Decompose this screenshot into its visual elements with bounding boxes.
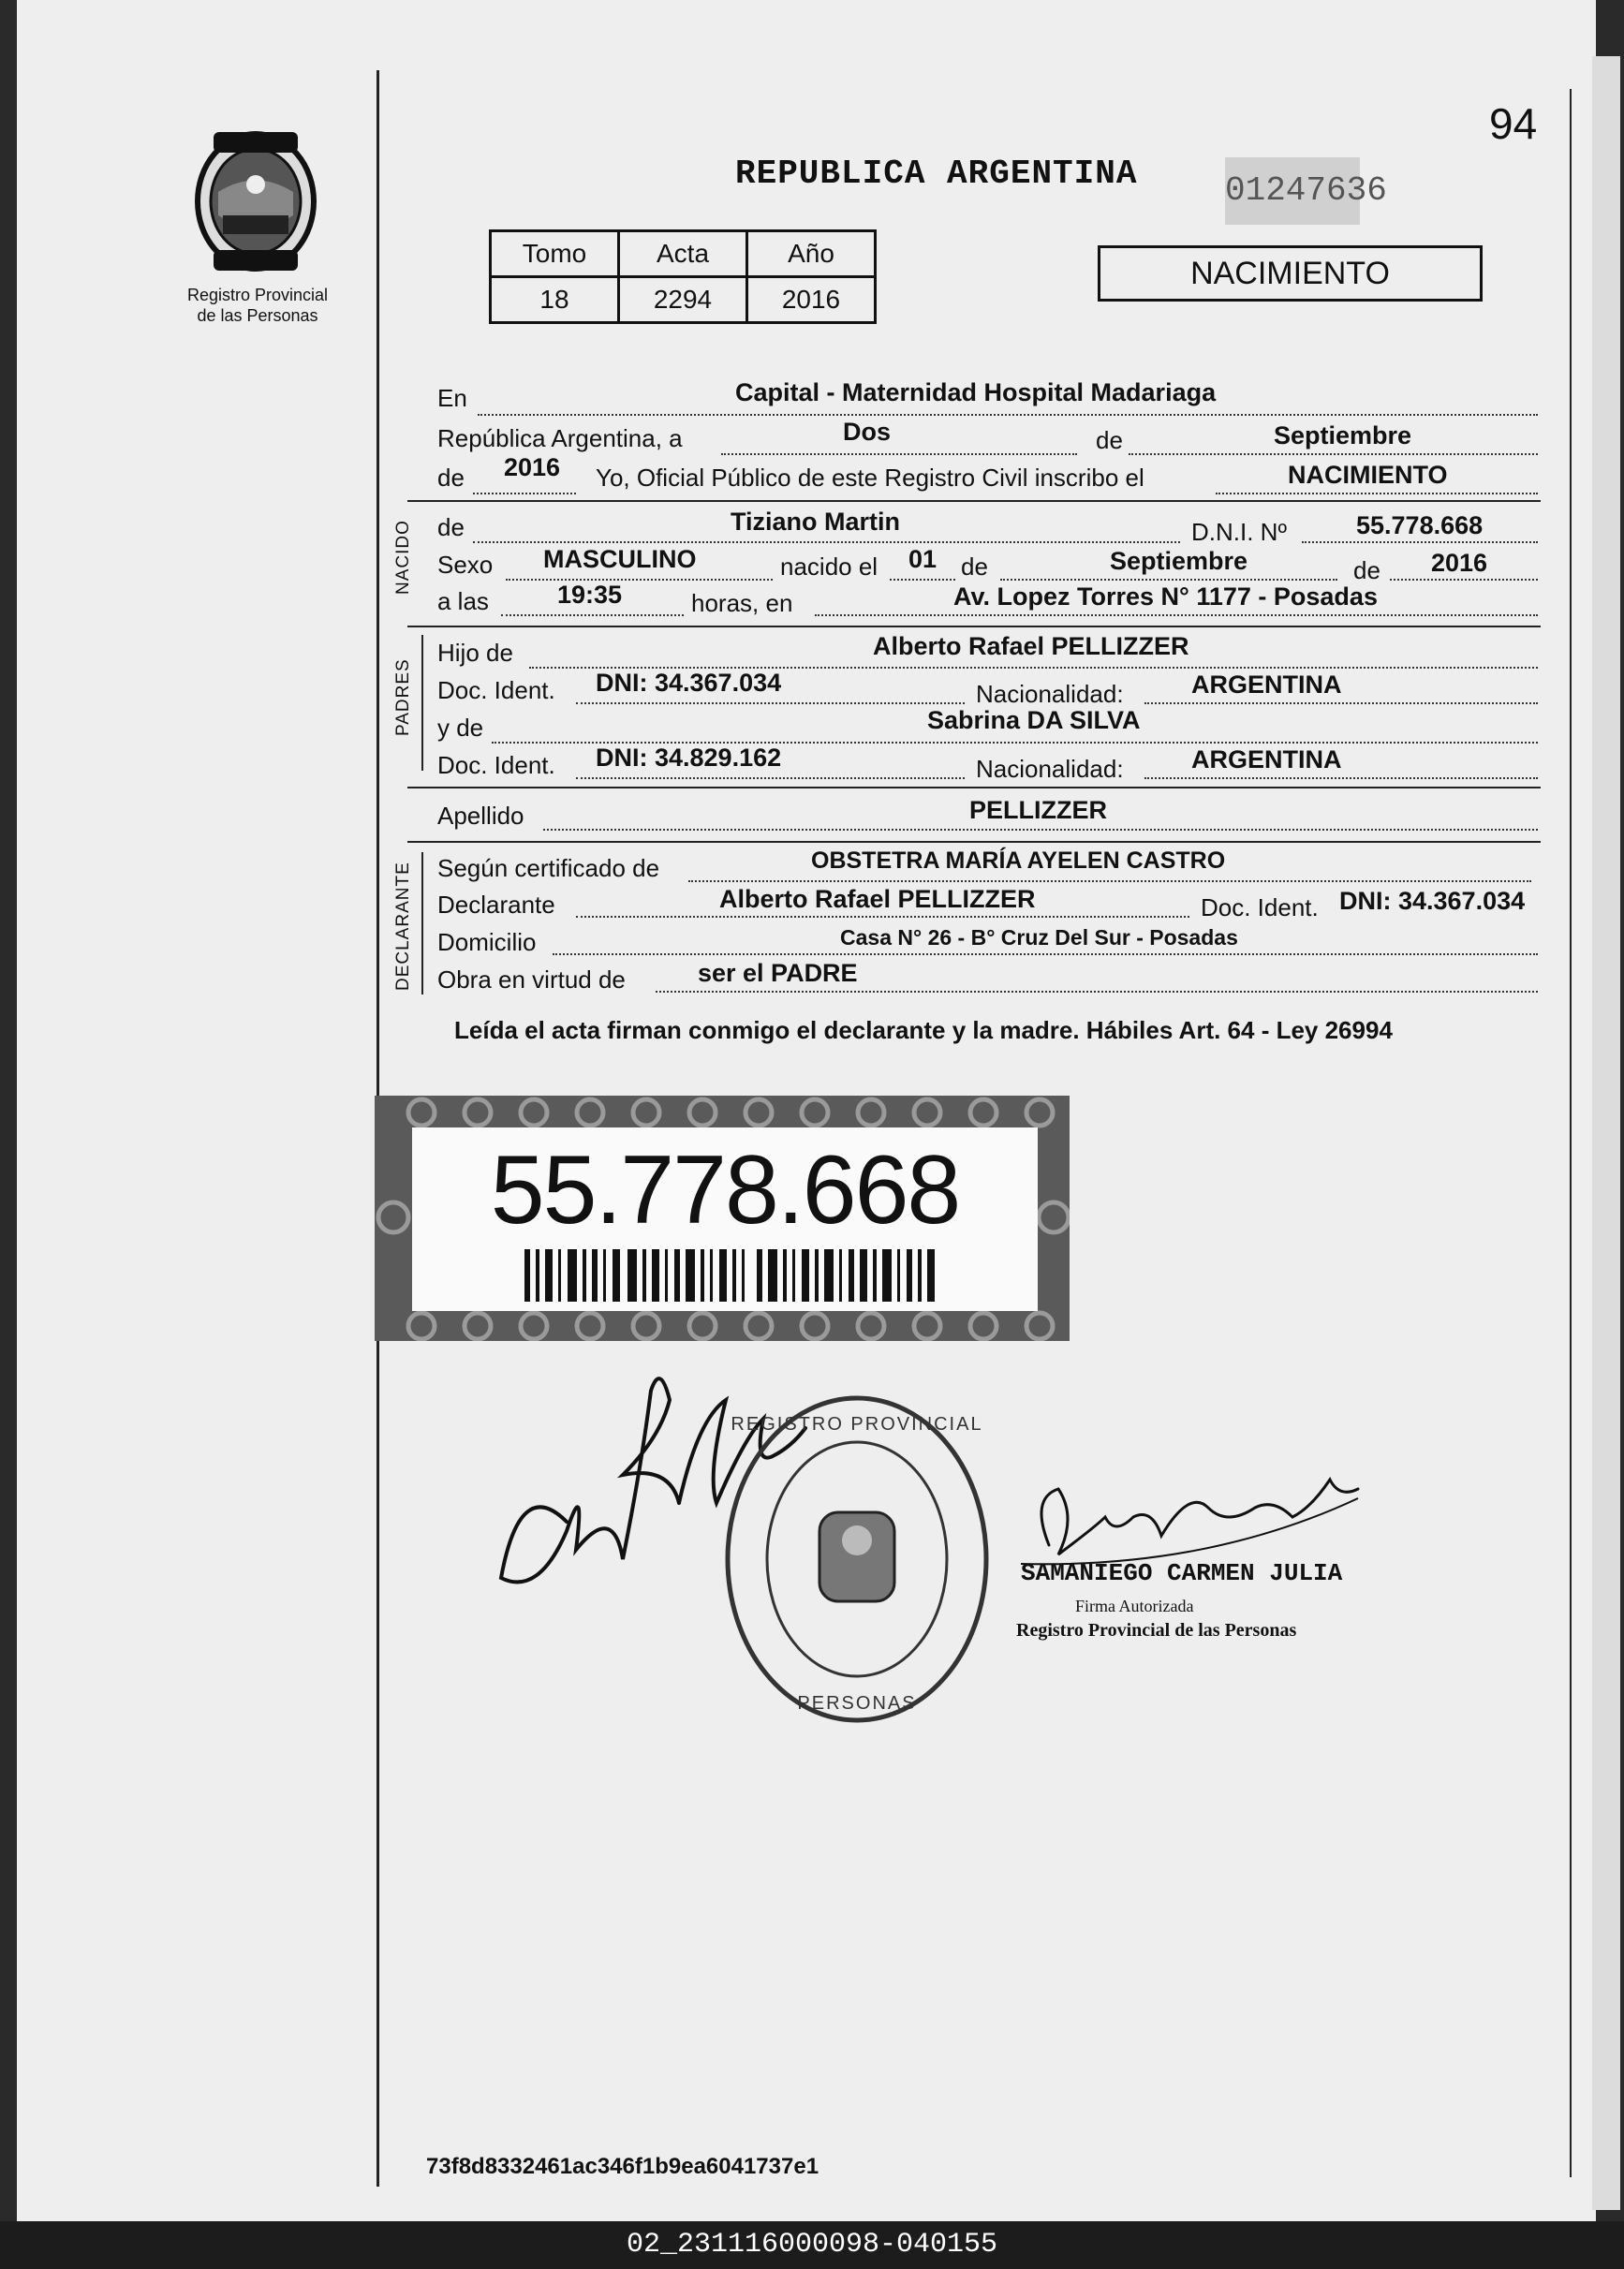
label-father-doc: Doc. Ident. bbox=[437, 676, 555, 704]
document-type-box: NACIMIENTO bbox=[1098, 245, 1483, 302]
dotted-line bbox=[553, 953, 1538, 955]
table-header-acta: Acta bbox=[619, 231, 747, 277]
label-declarant-doc: Doc. Ident. bbox=[1201, 893, 1319, 921]
declarant-address: Casa N° 26 - B° Cruz Del Sur - Posadas bbox=[840, 925, 1238, 950]
svg-text:PERSONAS: PERSONAS bbox=[797, 1693, 917, 1714]
barcode-number: 55.778.668 bbox=[490, 1136, 960, 1245]
label-mother-doc: Doc. Ident. bbox=[437, 751, 555, 779]
dotted-line bbox=[890, 579, 955, 581]
label-apellido: Apellido bbox=[437, 802, 524, 830]
label-dni: D.N.I. Nº bbox=[1191, 518, 1287, 546]
table-header-ano: Año bbox=[747, 231, 876, 277]
label-de-birth-year: de bbox=[1353, 556, 1380, 584]
document-hash: 73f8d8332461ac346f1b9ea6041737e1 bbox=[426, 2154, 819, 2179]
label-en: En bbox=[437, 384, 467, 412]
child-sex: MASCULINO bbox=[543, 545, 697, 573]
dotted-line bbox=[1144, 777, 1538, 779]
table-value-tomo: 18 bbox=[491, 277, 619, 323]
label-domicilio: Domicilio bbox=[437, 928, 537, 956]
label-de-name: de bbox=[437, 513, 465, 541]
label-certificado: Según certificado de bbox=[437, 854, 660, 882]
surname: PELLIZZER bbox=[969, 796, 1107, 824]
dotted-line bbox=[473, 493, 576, 494]
dotted-line bbox=[576, 777, 965, 779]
father-name: Alberto Rafael PELLIZZER bbox=[873, 632, 1189, 660]
dotted-line bbox=[1216, 493, 1538, 494]
section-divider bbox=[407, 626, 1541, 627]
mother-nationality: ARGENTINA bbox=[1191, 745, 1342, 774]
svg-text:REGISTRO PROVINCIAL: REGISTRO PROVINCIAL bbox=[731, 1414, 983, 1435]
registration-year: 2016 bbox=[504, 453, 561, 481]
label-republica: República Argentina, a bbox=[437, 424, 683, 452]
underlying-page-edge bbox=[1592, 56, 1620, 2210]
birth-place: Capital - Maternidad Hospital Madariaga bbox=[735, 378, 1217, 406]
birth-month: Septiembre bbox=[1110, 547, 1248, 575]
father-doc: DNI: 34.367.034 bbox=[596, 669, 782, 697]
section-divider bbox=[407, 500, 1541, 502]
barcode-sticker bbox=[375, 1096, 1070, 1341]
dotted-line bbox=[688, 880, 1531, 882]
dotted-line bbox=[506, 579, 773, 581]
table-value-acta: 2294 bbox=[619, 277, 747, 323]
dotted-line bbox=[1390, 579, 1538, 581]
label-mother-nationality: Nacionalidad: bbox=[976, 755, 1124, 783]
label-sexo: Sexo bbox=[437, 551, 494, 579]
mother-name: Sabrina DA SILVA bbox=[927, 706, 1141, 734]
barcode-label bbox=[412, 1127, 1038, 1311]
mother-doc: DNI: 34.829.162 bbox=[596, 744, 782, 772]
section-bracket bbox=[421, 635, 423, 771]
official-stamp bbox=[721, 1391, 993, 1728]
label-de-year: de bbox=[437, 464, 465, 492]
section-divider bbox=[407, 841, 1541, 843]
dotted-line bbox=[721, 453, 1077, 455]
registry-table bbox=[489, 229, 877, 324]
declarant-doc: DNI: 34.367.034 bbox=[1339, 887, 1526, 915]
dotted-line bbox=[1302, 541, 1538, 543]
label-de-month: de bbox=[961, 553, 988, 581]
birth-year: 2016 bbox=[1431, 549, 1488, 577]
dotted-line bbox=[656, 991, 1538, 993]
dotted-line bbox=[1144, 702, 1538, 704]
table-header-tomo: Tomo bbox=[491, 231, 619, 277]
label-y-de: y de bbox=[437, 714, 484, 742]
dotted-line bbox=[478, 414, 1538, 416]
dotted-line bbox=[576, 702, 965, 704]
table-value-ano: 2016 bbox=[747, 277, 876, 323]
registrar-statement: Yo, Oficial Público de este Registro Civil inscribo el bbox=[596, 464, 1144, 492]
father-nationality: ARGENTINA bbox=[1191, 670, 1342, 699]
barcode-bars bbox=[524, 1249, 937, 1302]
dotted-line bbox=[473, 541, 1180, 543]
section-divider bbox=[407, 787, 1541, 788]
logo-caption-line2: de las Personas bbox=[197, 306, 318, 325]
serial-number: 01247636 bbox=[1225, 157, 1360, 225]
label-hijo-de: Hijo de bbox=[437, 639, 513, 667]
certifier: OBSTETRA MARÍA AYELEN CASTRO bbox=[811, 847, 1226, 874]
section-label-declarante: DECLARANTE bbox=[393, 862, 413, 991]
official-registry: Registro Provincial de las Personas bbox=[1016, 1620, 1297, 1641]
registration-day: Dos bbox=[843, 418, 892, 446]
label-nacido-el: nacido el bbox=[780, 553, 878, 581]
right-margin-rule bbox=[1570, 89, 1572, 2177]
dotted-line bbox=[501, 614, 684, 616]
dotted-line bbox=[576, 916, 1189, 918]
birth-day: 01 bbox=[908, 545, 937, 573]
label-de: de bbox=[1096, 426, 1123, 454]
declarant-name: Alberto Rafael PELLIZZER bbox=[719, 885, 1036, 913]
section-bracket bbox=[421, 852, 423, 995]
section-label-nacido: NACIDO bbox=[393, 520, 413, 595]
label-declarante: Declarante bbox=[437, 891, 555, 919]
label-father-nationality: Nacionalidad: bbox=[976, 680, 1124, 708]
official-signature bbox=[1021, 1461, 1367, 1573]
section-label-padres: PADRES bbox=[393, 658, 413, 736]
birth-time: 19:35 bbox=[557, 581, 623, 609]
document-title: REPUBLICA ARGENTINA bbox=[735, 155, 1138, 193]
dotted-line bbox=[1129, 453, 1538, 455]
child-dni: 55.778.668 bbox=[1356, 511, 1484, 539]
label-obra: Obra en virtud de bbox=[437, 965, 626, 994]
dotted-line bbox=[1000, 579, 1337, 581]
birth-address: Av. Lopez Torres N° 1177 - Posadas bbox=[953, 582, 1378, 611]
logo-caption-line1: Registro Provincial bbox=[186, 286, 329, 304]
child-name: Tiziano Martin bbox=[731, 508, 901, 536]
relationship: ser el PADRE bbox=[698, 959, 858, 987]
label-horas-en: horas, en bbox=[691, 589, 793, 617]
label-a-las: a las bbox=[437, 587, 489, 615]
legal-note: Leída el acta firman conmigo el declarante y la madre. Hábiles Art. 64 - Ley 26994 bbox=[454, 1016, 1393, 1044]
registration-month: Septiembre bbox=[1274, 421, 1412, 449]
dotted-line bbox=[815, 614, 1538, 616]
act-type: NACIMIENTO bbox=[1288, 461, 1448, 489]
official-name: SAMANIEGO CARMEN JULIA bbox=[1021, 1559, 1343, 1587]
page-number: 94 bbox=[1489, 99, 1538, 148]
official-role: Firma Autorizada bbox=[1075, 1597, 1194, 1615]
misiones-province-seal bbox=[185, 126, 326, 276]
dotted-line bbox=[543, 829, 1538, 831]
scan-footer-code: 02_231116000098-040155 bbox=[0, 2221, 1624, 2269]
logo-caption bbox=[159, 285, 356, 326]
